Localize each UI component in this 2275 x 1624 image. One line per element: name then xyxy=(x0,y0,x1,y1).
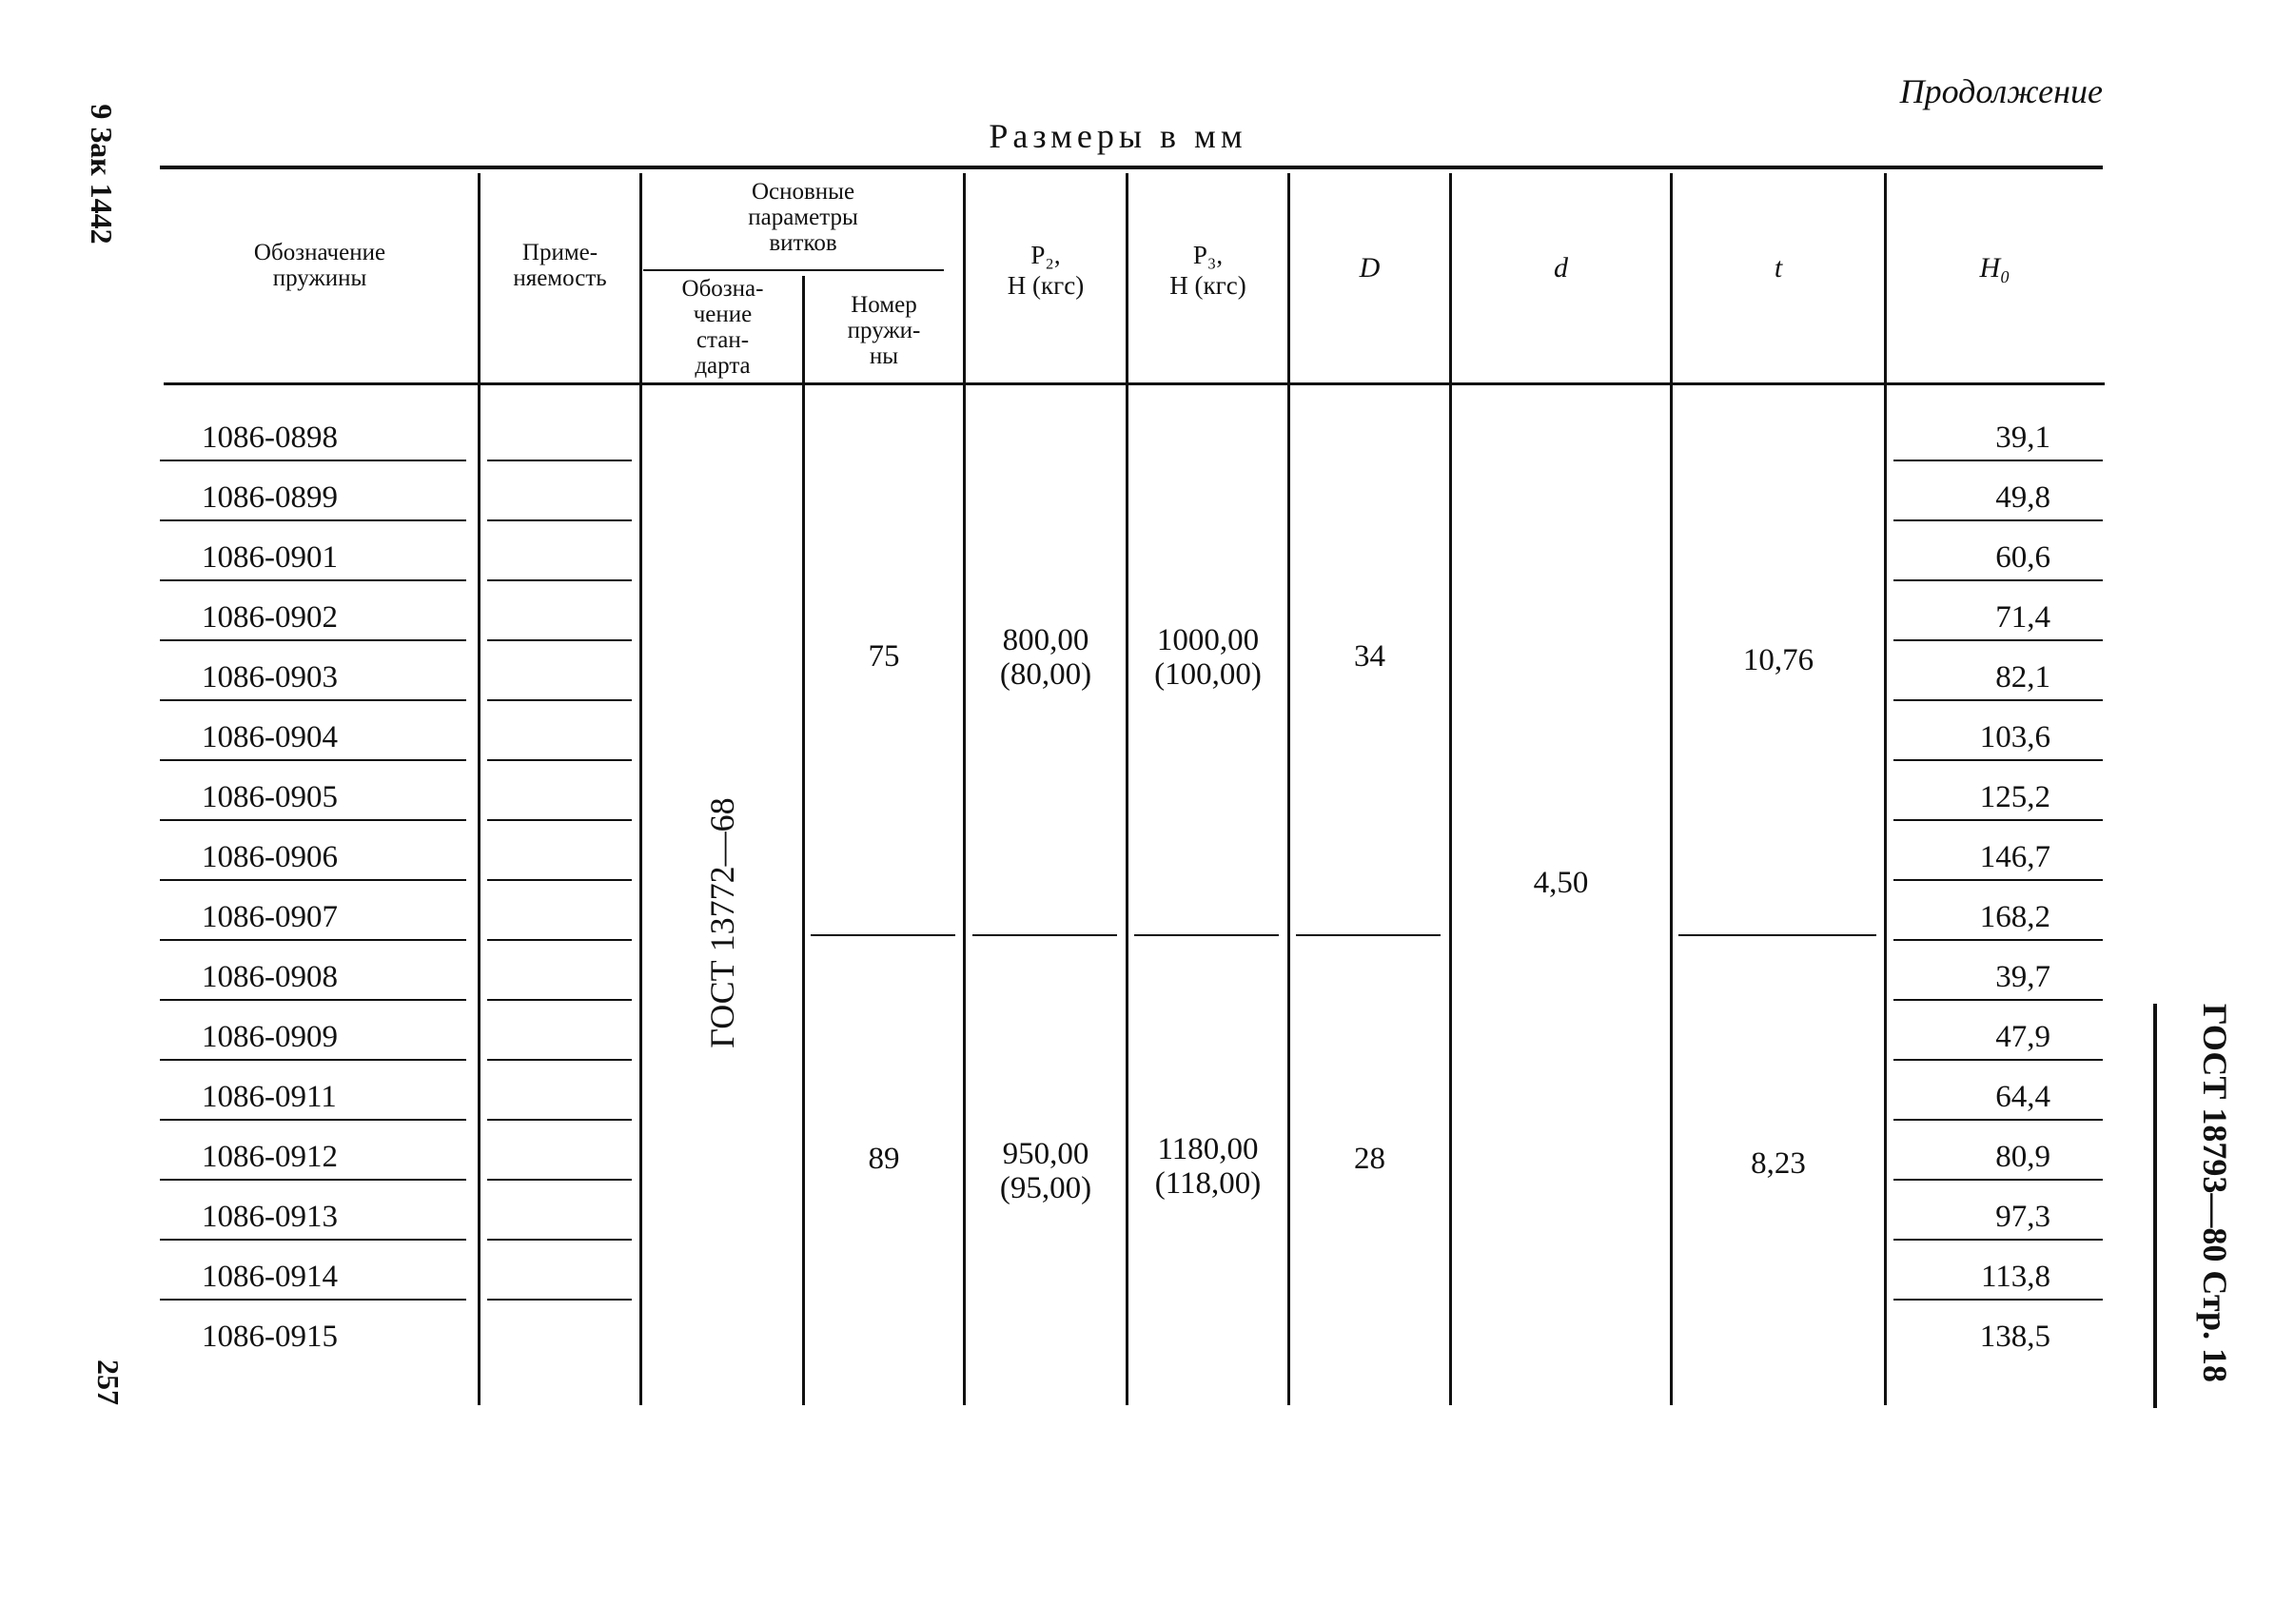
row-rule xyxy=(160,819,466,821)
row-rule xyxy=(1893,519,2103,521)
row-rule xyxy=(487,639,632,641)
standard-margin-label: ГОСТ 18793—80 Стр. 18 xyxy=(2196,1003,2234,1383)
col-rule-1 xyxy=(478,173,480,1405)
row-h0: 125,2 xyxy=(1979,780,2050,814)
row-rule xyxy=(160,999,466,1001)
row-designation: 1086-0902 xyxy=(202,600,338,635)
row-designation: 1086-0903 xyxy=(202,660,338,695)
row-h0: 39,7 xyxy=(1995,960,2050,994)
group-rule xyxy=(811,934,955,936)
row-rule xyxy=(1893,1179,2103,1181)
row-designation: 1086-0912 xyxy=(202,1140,338,1174)
row-h0: 64,4 xyxy=(1995,1080,2050,1114)
row-designation: 1086-0898 xyxy=(202,421,338,455)
row-rule xyxy=(1893,939,2103,941)
row-rule xyxy=(487,460,632,461)
row-h0: 49,8 xyxy=(1995,480,2050,515)
header-spring-number: Номер пружи- ны xyxy=(847,292,921,369)
row-designation: 1086-0914 xyxy=(202,1260,338,1294)
spring-number-89: 89 xyxy=(868,1142,900,1176)
row-rule xyxy=(1893,1119,2103,1121)
t-group-2: 8,23 xyxy=(1751,1146,1806,1181)
row-h0: 168,2 xyxy=(1979,900,2050,934)
header-std-designation: Обозна- чение стан- дарта xyxy=(681,276,764,379)
spring-number-75: 75 xyxy=(868,639,900,674)
p2-group-2: 950,00 (95,00) xyxy=(999,1137,1092,1205)
row-rule xyxy=(160,519,466,521)
row-rule xyxy=(487,939,632,941)
row-designation: 1086-0904 xyxy=(202,720,338,754)
p3-group-2: 1180,00 (118,00) xyxy=(1154,1132,1262,1201)
row-rule xyxy=(160,699,466,701)
row-designation: 1086-0913 xyxy=(202,1200,338,1234)
row-designation: 1086-0906 xyxy=(202,840,338,874)
row-rule xyxy=(487,699,632,701)
order-number: 9 Зак 1442 xyxy=(85,104,119,245)
row-h0: 97,3 xyxy=(1995,1200,2050,1234)
p3-group-1: 1000,00 (100,00) xyxy=(1154,623,1262,692)
row-h0: 82,1 xyxy=(1995,660,2050,695)
header-p2: P₂, Н (кгс) xyxy=(1007,241,1085,300)
row-rule xyxy=(487,579,632,581)
row-designation: 1086-0907 xyxy=(202,900,338,934)
row-rule xyxy=(1893,1239,2103,1241)
d-outer-group-2: 28 xyxy=(1354,1142,1385,1176)
row-designation: 1086-0915 xyxy=(202,1320,338,1354)
row-rule xyxy=(1893,699,2103,701)
standard-designation: ГОСТ 13772—68 xyxy=(703,797,741,1048)
row-rule xyxy=(160,1059,466,1061)
row-rule xyxy=(487,759,632,761)
row-rule xyxy=(487,1299,632,1301)
row-designation: 1086-0905 xyxy=(202,780,338,814)
header-p3: P₃, Н (кгс) xyxy=(1169,241,1246,300)
row-rule xyxy=(1893,759,2103,761)
row-rule xyxy=(160,639,466,641)
row-rule xyxy=(487,1239,632,1241)
col-rule-7 xyxy=(1449,173,1452,1405)
row-rule xyxy=(160,1179,466,1181)
row-rule xyxy=(1893,819,2103,821)
header-t: t xyxy=(1774,252,1783,284)
col-rule-6 xyxy=(1287,173,1290,1405)
table-title: Размеры в мм xyxy=(989,117,1247,155)
col-rule-9 xyxy=(1884,173,1887,1405)
row-h0: 138,5 xyxy=(1979,1320,2050,1354)
row-designation: 1086-0909 xyxy=(202,1020,338,1054)
row-rule xyxy=(487,1119,632,1121)
row-h0: 47,9 xyxy=(1995,1020,2050,1054)
row-rule xyxy=(160,759,466,761)
row-rule xyxy=(487,1059,632,1061)
row-rule xyxy=(487,819,632,821)
row-rule xyxy=(1893,1299,2103,1301)
col-rule-5 xyxy=(1126,173,1128,1405)
row-designation: 1086-0899 xyxy=(202,480,338,515)
header-designation: Обозначение пружины xyxy=(253,240,386,291)
header-D: D xyxy=(1359,252,1381,284)
row-rule xyxy=(160,1239,466,1241)
continuation-label: Продолжение xyxy=(1899,72,2103,110)
row-rule xyxy=(1893,999,2103,1001)
row-h0: 39,1 xyxy=(1995,421,2050,455)
col-rule-2 xyxy=(639,173,642,1405)
page-number: 257 xyxy=(91,1360,126,1405)
row-rule xyxy=(160,1299,466,1301)
group-rule xyxy=(972,934,1117,936)
header-bottom-rule xyxy=(164,382,2105,385)
row-rule xyxy=(160,460,466,461)
header-applicability: Приме- няемость xyxy=(513,240,607,291)
col-rule-3 xyxy=(802,276,805,1405)
row-rule xyxy=(1893,579,2103,581)
table-top-rule xyxy=(160,166,2103,169)
row-h0: 146,7 xyxy=(1979,840,2050,874)
row-h0: 113,8 xyxy=(1980,1260,2050,1294)
group-rule xyxy=(1134,934,1279,936)
group-rule xyxy=(1296,934,1441,936)
col-rule-8 xyxy=(1670,173,1673,1405)
row-designation: 1086-0908 xyxy=(202,960,338,994)
row-rule xyxy=(1893,460,2103,461)
row-h0: 80,9 xyxy=(1995,1140,2050,1174)
wire-diameter: 4,50 xyxy=(1533,866,1589,900)
group-rule xyxy=(1678,934,1876,936)
row-rule xyxy=(487,999,632,1001)
p2-group-1: 800,00 (80,00) xyxy=(999,623,1092,692)
row-designation: 1086-0901 xyxy=(202,540,338,575)
header-coil-params: Основные параметры витков xyxy=(748,179,858,256)
row-rule xyxy=(160,939,466,941)
row-rule xyxy=(160,1119,466,1121)
row-rule xyxy=(160,879,466,881)
col-rule-4 xyxy=(963,173,966,1405)
t-group-1: 10,76 xyxy=(1742,643,1814,677)
row-rule xyxy=(1893,1059,2103,1061)
row-rule xyxy=(487,1179,632,1181)
row-designation: 1086-0911 xyxy=(202,1080,337,1114)
row-rule xyxy=(487,879,632,881)
row-rule xyxy=(1893,639,2103,641)
row-h0: 103,6 xyxy=(1979,720,2050,754)
row-h0: 71,4 xyxy=(1995,600,2050,635)
row-rule xyxy=(487,519,632,521)
row-h0: 60,6 xyxy=(1995,540,2050,575)
margin-rule xyxy=(2153,1004,2157,1408)
d-outer-group-1: 34 xyxy=(1354,639,1385,674)
coil-params-rule xyxy=(643,269,944,271)
header-H0: H₀ xyxy=(1979,252,2010,284)
header-d: d xyxy=(1554,252,1568,284)
row-rule xyxy=(160,579,466,581)
row-rule xyxy=(1893,879,2103,881)
